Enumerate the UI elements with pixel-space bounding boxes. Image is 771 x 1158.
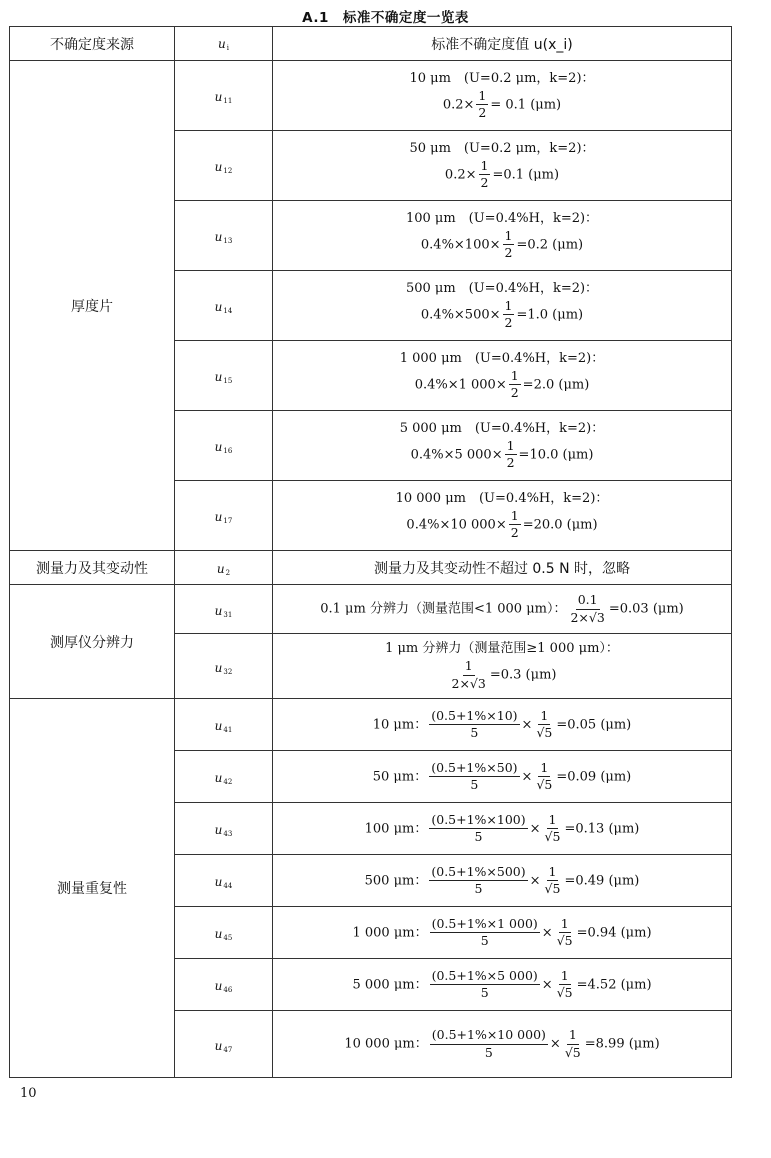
fraction-denominator: √5 xyxy=(536,725,553,740)
fraction-numerator: (0.5+1%×5 000) xyxy=(430,969,540,985)
symbol-cell xyxy=(175,61,273,131)
fraction-denominator: 5 xyxy=(480,985,489,1000)
symbol: $u_{13}$ xyxy=(214,230,233,245)
symbol: $u_{44}$ xyxy=(214,875,233,890)
fraction-denominator: 5 xyxy=(470,777,479,792)
value-line: 10 μm (U=0.2 μm，k=2)： xyxy=(409,70,595,86)
fraction-denominator: √5 xyxy=(544,829,561,844)
header-value: 标准不确定度值 u(x_i) xyxy=(273,27,732,61)
table-row xyxy=(10,585,732,634)
page-number: 10 xyxy=(20,1086,37,1101)
fraction-numerator: 1 xyxy=(505,439,517,455)
fraction-denominator: 2 xyxy=(504,315,513,331)
symbol-cell xyxy=(175,411,273,481)
fraction xyxy=(503,229,515,261)
value-cell: 50 μm： $\frac{(0.5+1\%\times 50)}{5}$ × $\frac{1}{√5}$ =0.09 (μm) xyxy=(273,751,732,803)
symbol-cell xyxy=(175,271,273,341)
table-row xyxy=(10,551,732,585)
value-cell xyxy=(273,411,732,481)
fraction-denominator: 2 xyxy=(506,455,515,471)
symbol-cell xyxy=(175,585,273,634)
fraction-numerator: (0.5+1%×10) xyxy=(429,709,519,725)
fraction-denominator: 2 xyxy=(510,525,519,541)
symbol: $u_{32}$ xyxy=(214,660,233,676)
fraction-numerator: 0.1 xyxy=(576,593,600,609)
value-formula: 0.4%×1 000× $\frac{1}{2}$ =2.0 (μm) xyxy=(414,367,590,401)
fraction-denominator: √5 xyxy=(564,1044,581,1060)
symbol-cell xyxy=(175,341,273,411)
value-line: 100 μm (U=0.4%H，k=2)： xyxy=(405,210,599,226)
value-cell xyxy=(273,201,732,271)
fraction-denominator: √5 xyxy=(556,985,573,1000)
fraction xyxy=(563,1028,583,1060)
symbol: $u_{45}$ xyxy=(214,927,233,942)
fraction-numerator: 1 xyxy=(538,709,550,725)
fraction xyxy=(555,969,575,1001)
fraction-numerator: (0.5+1%×500) xyxy=(429,865,527,881)
fraction-numerator: 1 xyxy=(547,865,559,881)
fraction-numerator: 1 xyxy=(509,509,521,525)
symbol-cell xyxy=(175,907,273,959)
uncertainty-table xyxy=(9,26,732,1078)
source-cell: 测量重复性 xyxy=(10,699,175,1078)
value-cell: 500 μm： $\frac{(0.5+1\%\times 500)}{5}$ × $\frac{1}{√5}$ =0.49 (μm) xyxy=(273,855,732,907)
fraction-numerator: 1 xyxy=(503,299,515,315)
fraction-numerator: 1 xyxy=(503,229,515,245)
symbol-cell xyxy=(175,131,273,201)
symbol: $u_{15}$ xyxy=(214,370,233,385)
fraction xyxy=(543,865,563,897)
fraction-denominator: 2×√3 xyxy=(570,609,605,625)
symbol-cell xyxy=(175,551,273,585)
fraction xyxy=(476,89,488,121)
fraction xyxy=(430,969,540,1001)
symbol: $u_{11}$ xyxy=(214,90,233,105)
fraction xyxy=(503,299,515,331)
fraction-denominator: 2 xyxy=(510,385,519,401)
fraction-numerator: 1 xyxy=(479,159,491,175)
symbol: $u_2$ xyxy=(216,562,231,577)
fraction xyxy=(430,1028,548,1060)
symbol-cell xyxy=(175,481,273,551)
fraction-denominator: 5 xyxy=(484,1044,493,1060)
table-row xyxy=(10,699,732,751)
header-symbol: $u_i$ xyxy=(175,27,273,61)
value-cell xyxy=(273,481,732,551)
symbol: $u_{47}$ xyxy=(214,1038,233,1054)
value-formula: 0.4%×10 000× $\frac{1}{2}$ =20.0 (μm) xyxy=(406,507,598,541)
symbol-cell xyxy=(175,699,273,751)
symbol-cell xyxy=(175,855,273,907)
fraction xyxy=(509,369,521,401)
header-source: 不确定度来源 xyxy=(10,27,175,61)
fraction xyxy=(555,917,575,949)
table-caption: A.1 标准不确定度一览表 xyxy=(302,10,469,26)
value-cell: 100 μm： $\frac{(0.5+1\%\times 100)}{5}$ × $\frac{1}{√5}$ =0.13 (μm) xyxy=(273,803,732,855)
fraction xyxy=(534,761,554,793)
value-line: 1 μm 分辨力（测量范围≥1 000 μm）： xyxy=(385,641,619,656)
fraction-numerator: 1 xyxy=(559,969,571,985)
fraction-numerator: 1 xyxy=(567,1028,579,1044)
fraction-numerator: (0.5+1%×100) xyxy=(429,813,527,829)
symbol: $u_{16}$ xyxy=(214,440,233,455)
table-row xyxy=(10,61,732,131)
symbol: $u_{17}$ xyxy=(214,510,233,525)
value-cell: 1 000 μm： $\frac{(0.5+1\%\times 1 000)}{5}$ × $\frac{1}{√5}$ =0.94 (μm) xyxy=(273,907,732,959)
value-formula: 0.2× $\frac{1}{2}$ =0.1 (μm) xyxy=(444,157,560,191)
symbol: $u_{42}$ xyxy=(214,771,233,786)
symbol-cell xyxy=(175,1011,273,1078)
value-line: 500 μm (U=0.4%H，k=2)： xyxy=(405,280,599,296)
value-line: 1 000 μm (U=0.4%H，k=2)： xyxy=(399,350,605,366)
fraction-numerator: (0.5+1%×50) xyxy=(429,761,519,777)
value-formula: 0.2× $\frac{1}{2}$ = 0.1 (μm) xyxy=(442,87,562,121)
source-cell: 测量力及其变动性 xyxy=(10,551,175,585)
header-row xyxy=(10,27,732,61)
fraction xyxy=(509,509,521,541)
fraction-numerator: 1 xyxy=(509,369,521,385)
value-cell: 5 000 μm： $\frac{(0.5+1\%\times 5 000)}{5}$ × $\frac{1}{√5}$ =4.52 (μm) xyxy=(273,959,732,1011)
value-cell xyxy=(273,271,732,341)
fraction-denominator: 2 xyxy=(504,245,513,261)
value-formula: $\frac{1}{2\times√3}$ =0.3 (μm) xyxy=(451,658,557,691)
fraction-numerator: 1 xyxy=(463,659,475,675)
fraction-denominator: 5 xyxy=(474,881,483,896)
value-cell: 10 000 μm： $\frac{(0.5+1\%\times 10 000)}{5}$ × $\frac{1}{√5}$ =8.99 (μm) xyxy=(273,1011,732,1078)
source-cell: 厚度片 xyxy=(10,61,175,551)
fraction xyxy=(543,813,563,845)
value-formula: 0.4%×100× $\frac{1}{2}$ =0.2 (μm) xyxy=(420,227,584,261)
symbol-cell xyxy=(175,201,273,271)
value-cell xyxy=(273,61,732,131)
fraction-numerator: (0.5+1%×1 000) xyxy=(430,917,540,933)
fraction-numerator: 1 xyxy=(538,761,550,777)
fraction-denominator: √5 xyxy=(544,881,561,896)
value-cell xyxy=(273,131,732,201)
symbol: $u_{41}$ xyxy=(214,719,233,734)
fraction xyxy=(534,709,554,741)
symbol: $u_{14}$ xyxy=(214,300,233,315)
fraction xyxy=(479,159,491,191)
symbol-cell xyxy=(175,634,273,699)
symbol-cell xyxy=(175,959,273,1011)
fraction-denominator: 2 xyxy=(480,175,489,191)
fraction-denominator: √5 xyxy=(536,777,553,792)
value-formula: 0.4%×5 000× $\frac{1}{2}$ =10.0 (μm) xyxy=(410,437,594,471)
fraction-numerator: 1 xyxy=(559,917,571,933)
value-cell: 测量力及其变动性不超过 0.5 N 时，忽略 xyxy=(273,551,732,585)
fraction-numerator: 1 xyxy=(476,89,488,105)
fraction xyxy=(430,917,540,949)
fraction-numerator: 1 xyxy=(547,813,559,829)
fraction xyxy=(429,813,527,845)
symbol: $u_{12}$ xyxy=(214,160,233,175)
value-cell: 0.1 μm 分辨力（测量范围<1 000 μm）： $\frac{0.1}{2\times√3}$ =0.03 (μm) xyxy=(273,585,732,634)
value-cell xyxy=(273,341,732,411)
fraction xyxy=(429,865,527,897)
value-line: 50 μm (U=0.2 μm，k=2)： xyxy=(409,140,595,156)
fraction xyxy=(450,659,488,691)
symbol: $u_{31}$ xyxy=(214,603,233,619)
fraction-denominator: 5 xyxy=(470,725,479,740)
value-cell xyxy=(273,634,732,699)
source-cell: 测厚仪分辨力 xyxy=(10,585,175,699)
value-line: 10 000 μm (U=0.4%H，k=2)： xyxy=(395,490,609,506)
symbol: $u_{46}$ xyxy=(214,979,233,994)
fraction xyxy=(429,709,519,741)
fraction xyxy=(429,761,519,793)
value-formula: 0.4%×500× $\frac{1}{2}$ =1.0 (μm) xyxy=(420,297,584,331)
fraction-denominator: √5 xyxy=(556,933,573,948)
fraction xyxy=(505,439,517,471)
value-line: 5 000 μm (U=0.4%H，k=2)： xyxy=(399,420,605,436)
symbol: $u_{43}$ xyxy=(214,823,233,838)
fraction-numerator: (0.5+1%×10 000) xyxy=(430,1028,548,1044)
fraction-denominator: 5 xyxy=(474,829,483,844)
fraction-denominator: 2 xyxy=(478,105,487,121)
fraction-denominator: 5 xyxy=(480,933,489,948)
fraction-denominator: 2×√3 xyxy=(451,675,486,691)
symbol-cell xyxy=(175,803,273,855)
symbol-cell xyxy=(175,751,273,803)
fraction xyxy=(568,593,606,625)
value-cell: 10 μm： $\frac{(0.5+1\%\times 10)}{5}$ × $\frac{1}{√5}$ =0.05 (μm) xyxy=(273,699,732,751)
